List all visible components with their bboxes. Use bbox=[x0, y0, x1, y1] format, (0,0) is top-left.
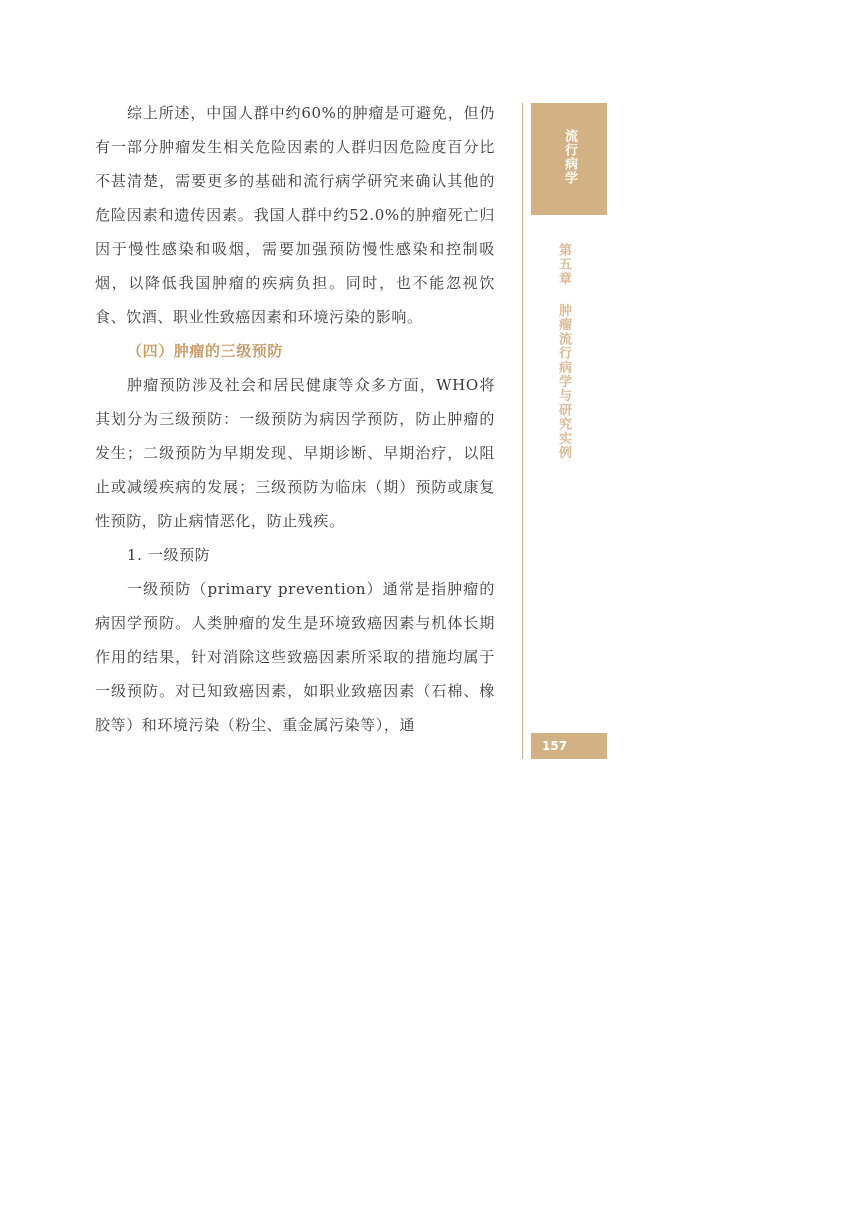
paragraph-summary: 综上所述，中国人群中约60%的肿瘤是可避免，但仍有一部分肿瘤发生相关危险因素的人群归因危险度百分比不甚清楚，需要更多的基础和流行病学研究来确认其他的危险因素和遗传因素。我国人群中约52.0%的肿瘤死亡归因于慢性感染和吸烟，需要加强预防慢性感染和控制吸烟，以降低我国肿瘤的疾病负担。同时，也不能忽视饮食、饮酒、职业性致癌因素和环境污染的影响。 bbox=[95, 104, 495, 326]
sidebar-tab bbox=[531, 103, 607, 215]
sidebar-tab-label: 流行病学 bbox=[562, 129, 577, 185]
chapter-number: 第五章 bbox=[556, 243, 571, 286]
page-number: 157 bbox=[531, 733, 607, 759]
subsection-heading: 1. 一级预防 bbox=[127, 546, 211, 564]
paragraph-primary-prevention: 一级预防（primary prevention）通常是指肿瘤的病因学预防。人类肿瘤的发生是环境致癌因素与机体长期作用的结果，针对消除这些致癌因素所采取的措施均属于一级预防。对已知致癌因素，如职业致癌因素（石棉、橡胶等）和环境污染（粉尘、重金属污染等），通 bbox=[95, 580, 495, 734]
body-text-column bbox=[95, 96, 495, 742]
chapter-title: 肿瘤流行病学与研究实例 bbox=[556, 303, 571, 460]
section-heading: （四）肿瘤的三级预防 bbox=[127, 342, 284, 360]
column-divider bbox=[522, 103, 523, 759]
paragraph-prevention-levels: 肿瘤预防涉及社会和居民健康等众多方面，WHO将其划分为三级预防：一级预防为病因学预防，防止肿瘤的发生；二级预防为早期发现、早期诊断、早期治疗，以阻止或减缓疾病的发展；三级预防为临床（期）预防或康复性预防，防止病情恶化，防止残疾。 bbox=[95, 376, 495, 530]
chapter-label bbox=[555, 243, 571, 460]
